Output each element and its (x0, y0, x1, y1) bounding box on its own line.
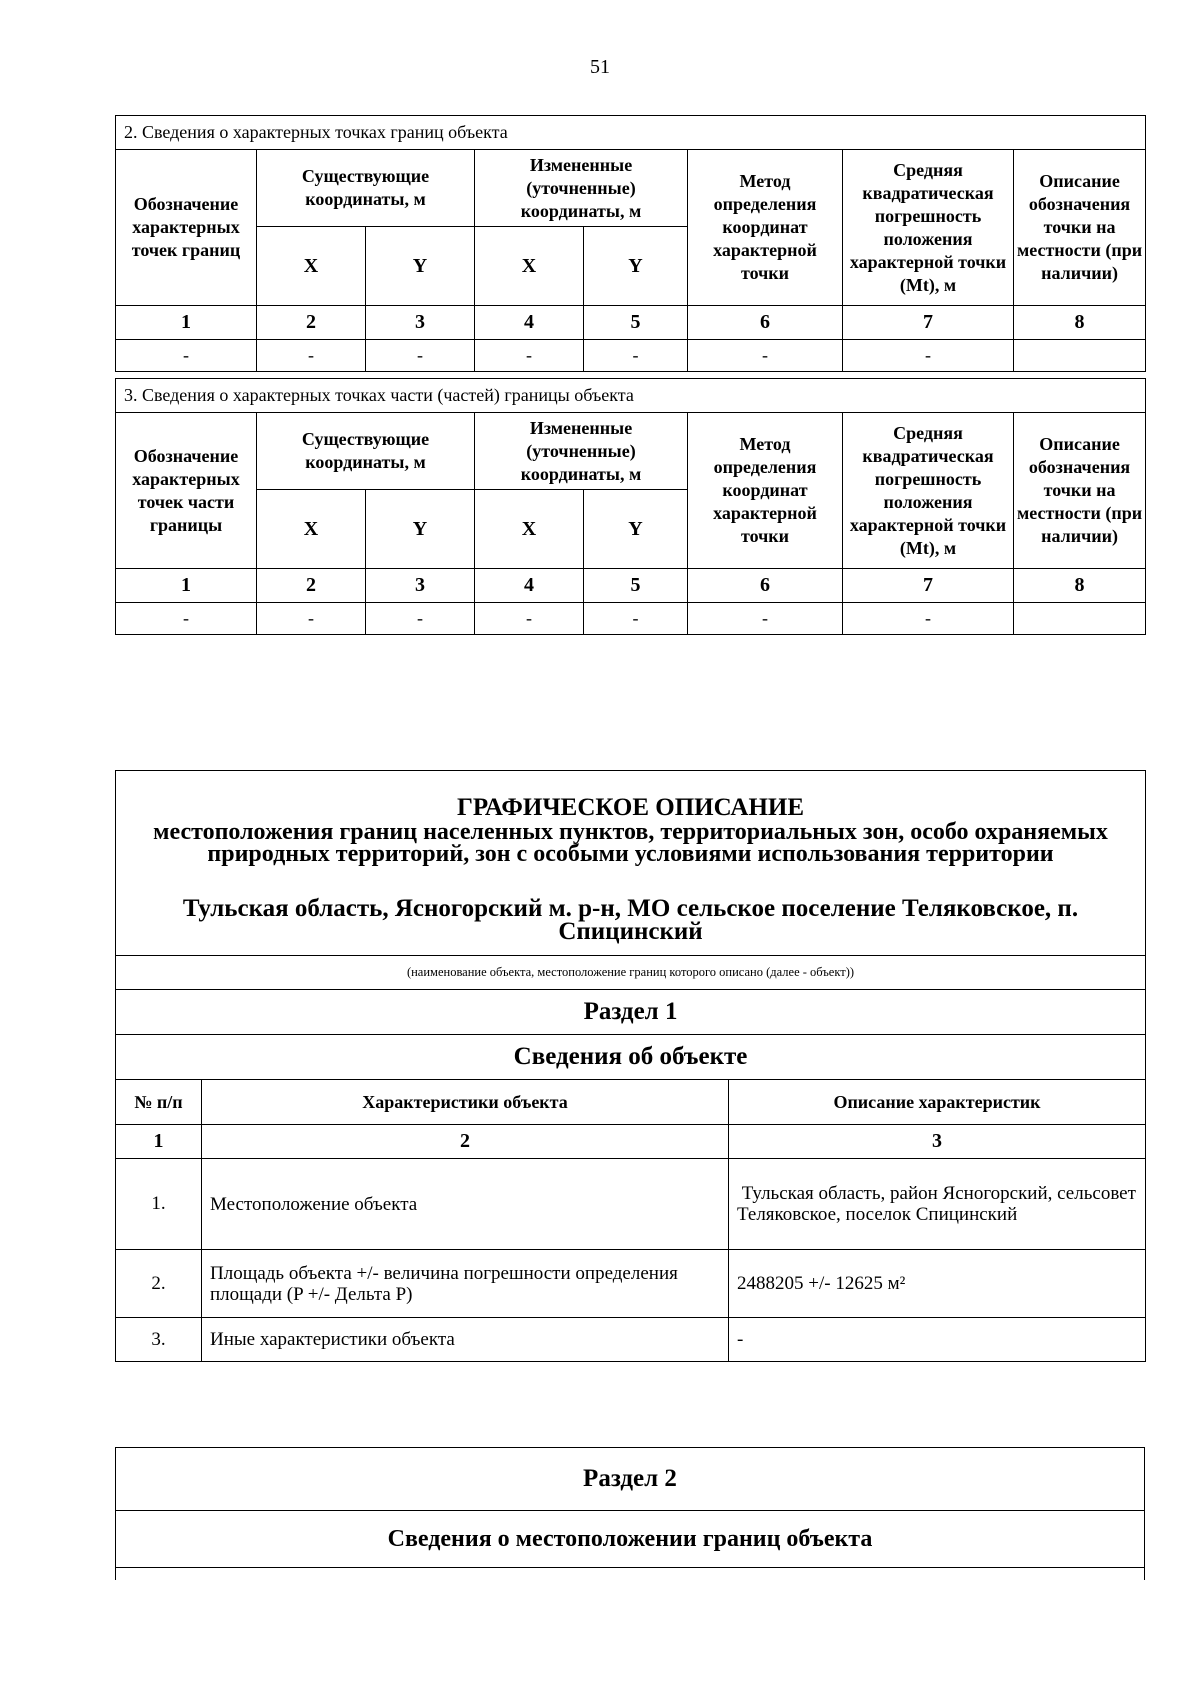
table-row (116, 340, 1146, 372)
column-number: 1 (116, 569, 257, 603)
col-description-header: Описание обозначения точки на местности (при наличии) (1014, 413, 1146, 569)
col-designation-header: Обозначение характерных точек части границы (116, 413, 257, 569)
table-row (116, 1318, 1146, 1362)
col-error-header: Средняя квадратическая погрешность положения характерной точки (Mt), м (843, 413, 1014, 569)
object-name: Тульская область, Ясногорский м. р-н, МО сельское поселение Теляковское, п. Спицинский (182, 895, 1079, 945)
column-numbers-row (116, 1125, 1146, 1159)
col-changed-header: Измененные (уточненные) координаты, м (475, 150, 688, 227)
column-number: 4 (475, 306, 584, 340)
column-number: 2 (257, 569, 366, 603)
row-value: Тульская область, район Ясногорский, сельсовет Теляковское, поселок Спицинский (729, 1159, 1146, 1250)
table-cell: - (688, 603, 843, 635)
column-number: 8 (1014, 569, 1146, 603)
column-number: 3 (729, 1125, 1146, 1159)
table-cell: - (688, 340, 843, 372)
table-row (116, 1159, 1146, 1250)
table-cell (1014, 603, 1146, 635)
column-number: 2 (202, 1125, 729, 1159)
column-number: 1 (116, 306, 257, 340)
column-number: 7 (843, 306, 1014, 340)
col-designation-header: Обозначение характерных точек границ (116, 150, 257, 306)
column-number: 6 (688, 569, 843, 603)
row-characteristic: Площадь объекта +/- величина погрешности определения площади (P +/- Дельта P) (202, 1250, 729, 1318)
graphic-description-header (116, 771, 1146, 956)
table-row (116, 603, 1146, 635)
col-error-header: Средняя квадратическая погрешность положения характерной точки (Mt), м (843, 150, 1014, 306)
table-cell: - (257, 603, 366, 635)
boundary-part-points-table (115, 378, 1146, 635)
col-x-header: X (257, 490, 366, 569)
row-index: 3. (116, 1318, 202, 1362)
col-y-header: Y (584, 227, 688, 306)
column-numbers-row (116, 569, 1146, 603)
document-title: ГРАФИЧЕСКОЕ ОПИСАНИЕ (456, 794, 805, 821)
column-number: 4 (475, 569, 584, 603)
section-1-title: Раздел 1 (116, 990, 1146, 1035)
column-number: 3 (366, 569, 475, 603)
row-characteristic: Иные характеристики объекта (202, 1318, 729, 1362)
col-description-header: Описание обозначения точки на местности (при наличии) (1014, 150, 1146, 306)
column-number: 5 (584, 569, 688, 603)
table-cell: - (257, 340, 366, 372)
boundary-points-table (115, 115, 1146, 372)
col-x-header: X (475, 490, 584, 569)
col-y-header: Y (366, 227, 475, 306)
table-row (116, 1250, 1146, 1318)
document-subtitle: местоположения границ населенных пунктов, территориальных зон, особо охраняемых природных территорий, зон с особыми условиями использования территории (153, 819, 1108, 867)
table-cell: - (843, 603, 1014, 635)
table-cell: - (584, 603, 688, 635)
table-cell: - (843, 340, 1014, 372)
section-2-title: Раздел 2 (116, 1448, 1145, 1511)
column-numbers-row (116, 306, 1146, 340)
col-x-header: X (257, 227, 366, 306)
table-title: 3. Сведения о характерных точках части (частей) границы объекта (116, 379, 1146, 413)
row-value: - (729, 1318, 1146, 1362)
col-existing-header: Существующие координаты, м (257, 413, 475, 490)
table-cell: - (366, 603, 475, 635)
col-existing-header: Существующие координаты, м (257, 150, 475, 227)
col-y-header: Y (584, 490, 688, 569)
table-cell: - (475, 340, 584, 372)
col-index-header: № п/п (116, 1080, 202, 1125)
section-2-subtitle: Сведения о местоположении границ объекта (116, 1511, 1145, 1568)
table-title: 2. Сведения о характерных точках границ объекта (116, 116, 1146, 150)
page-number: 51 (590, 56, 610, 78)
column-number: 8 (1014, 306, 1146, 340)
table-cell: - (584, 340, 688, 372)
section-1-subtitle: Сведения об объекте (116, 1035, 1146, 1080)
row-index: 1. (116, 1159, 202, 1250)
col-x-header: X (475, 227, 584, 306)
table-cell: - (116, 603, 257, 635)
column-number: 5 (584, 306, 688, 340)
table-cell (1014, 340, 1146, 372)
column-number: 2 (257, 306, 366, 340)
column-number: 6 (688, 306, 843, 340)
section-2-table (115, 1447, 1145, 1580)
column-number: 7 (843, 569, 1014, 603)
col-method-header: Метод определения координат характерной точки (688, 413, 843, 569)
row-characteristic: Местоположение объекта (202, 1159, 729, 1250)
table-cell: - (116, 340, 257, 372)
object-note: (наименование объекта, местоположение границ которого описано (далее - объект)) (116, 956, 1146, 990)
column-number: 3 (366, 306, 475, 340)
row-value: 2488205 +/- 12625 м² (729, 1250, 1146, 1318)
col-changed-header: Измененные (уточненные) координаты, м (475, 413, 688, 490)
col-y-header: Y (366, 490, 475, 569)
table-cell: - (366, 340, 475, 372)
graphic-description-table (115, 770, 1146, 1362)
table-cell: - (475, 603, 584, 635)
column-number: 1 (116, 1125, 202, 1159)
col-method-header: Метод определения координат характерной точки (688, 150, 843, 306)
col-description-header: Описание характеристик (729, 1080, 1146, 1125)
col-characteristics-header: Характеристики объекта (202, 1080, 729, 1125)
section-2-continuation (116, 1568, 1145, 1581)
row-index: 2. (116, 1250, 202, 1318)
